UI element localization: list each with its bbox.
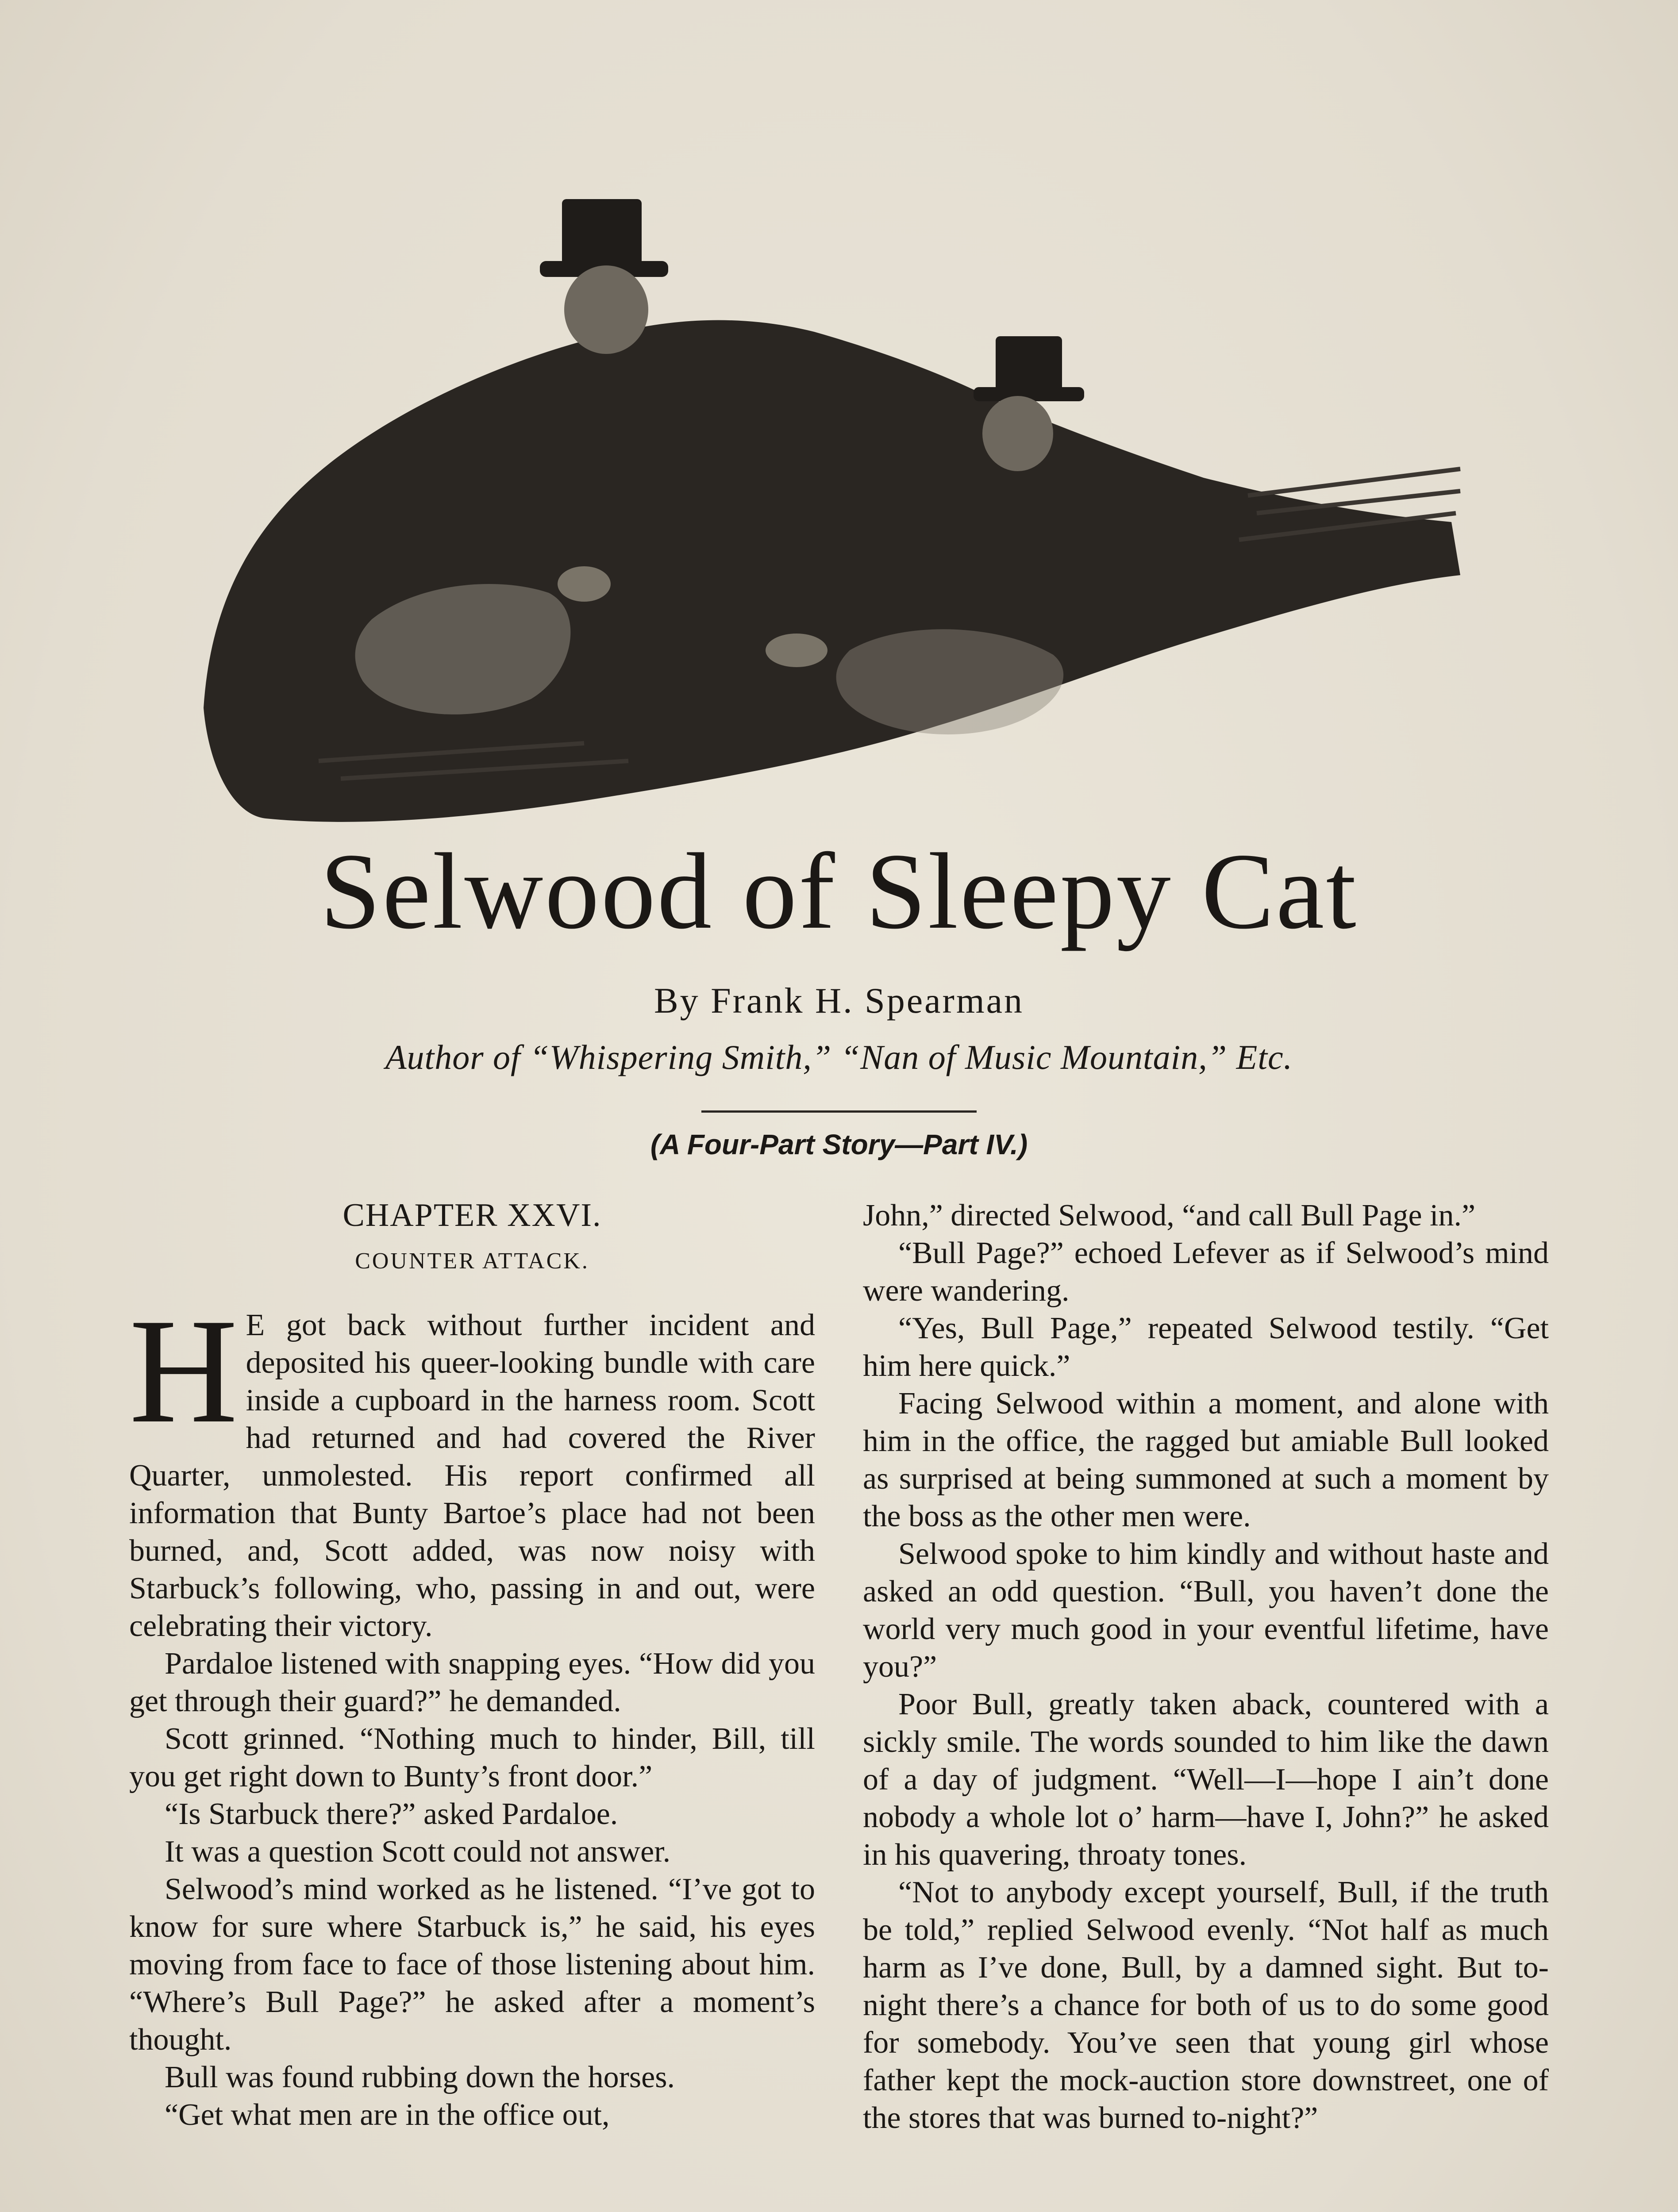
paragraph: Selwood’s mind worked as he listened. “I’ve got to know for sure where Starbuck is,” he said, his eyes moving from face to face of those listening about him. “Where’s Bull Page?” he asked after a moment’s thought. bbox=[129, 1872, 815, 2057]
right-column bbox=[863, 1197, 1549, 2137]
paragraph: Selwood spoke to him kindly and without haste and asked an odd question. “Bull, you haven’t done the world very much good in your eventful lifetime, have you?” bbox=[863, 1537, 1549, 1684]
story-title: Selwood of Sleepy Cat bbox=[320, 831, 1358, 952]
figure-right-hand bbox=[766, 634, 827, 667]
story-byline: By Frank H. Spearman bbox=[654, 980, 1024, 1021]
left-column bbox=[129, 1197, 815, 2134]
continuation-paragraph: John,” directed Selwood, “and call Bull Page in.” bbox=[863, 1198, 1476, 1233]
illustration-dark-mass bbox=[204, 320, 1460, 822]
divider-rule bbox=[701, 1110, 977, 1113]
paragraph: “Not to anybody except yourself, Bull, if the truth be told,” replied Selwood evenly. “Not half as much harm as I’ve done, Bull, by a damned sight. But to-night there’s a chance for both of us to do some good for somebody. You’ve seen that young girl whose father kept the mock-auction store downstreet, one of the stores that was burned to-night?” bbox=[863, 1875, 1549, 2135]
chapter-subtitle: COUNTER ATTACK. bbox=[355, 1248, 589, 1274]
paragraph: “Yes, Bull Page,” repeated Selwood testily. “Get him here quick.” bbox=[863, 1311, 1549, 1383]
story-illustration bbox=[186, 186, 1505, 858]
paragraph: It was a question Scott could not answer. bbox=[165, 1835, 671, 1869]
paragraph: Pardaloe listened with snapping eyes. “How did you get through their guard?” he demanded. bbox=[129, 1647, 815, 1718]
paragraph: “Bull Page?” echoed Lefever as if Selwood’s mind were wandering. bbox=[863, 1236, 1549, 1308]
chapter-heading: CHAPTER XXVI. bbox=[343, 1197, 602, 1233]
paragraph: Facing Selwood within a moment, and alone with him in the office, the ragged but amiable Bull looked as surprised at being summoned at such a moment by the boss as the other men were. bbox=[863, 1386, 1549, 1533]
figure-left-hand bbox=[558, 566, 611, 602]
drop-cap: H bbox=[129, 1287, 238, 1454]
paragraph: Bull was found rubbing down the horses. bbox=[165, 2060, 675, 2094]
top-hat-left-crown bbox=[562, 199, 642, 265]
paragraph: “Get what men are in the office out, bbox=[165, 2098, 610, 2132]
figure-left-face bbox=[564, 265, 648, 354]
top-hat-right-crown bbox=[996, 336, 1062, 394]
illustration-light-patch-2 bbox=[836, 629, 1064, 734]
paragraph: “Is Starbuck there?” asked Pardaloe. bbox=[165, 1797, 618, 1831]
part-note: (A Four-Part Story—Part IV.) bbox=[650, 1129, 1028, 1160]
author-credits: Author of “Whispering Smith,” “Nan of Music Mountain,” Etc. bbox=[385, 1038, 1293, 1076]
figure-right-face bbox=[982, 396, 1053, 471]
paragraph: Poor Bull, greatly taken aback, countered with a sickly smile. The words sounded to him like the dawn of a day of judgment. “Well—I—hope I ain’t done nobody a whole lot o’ harm—have I, John?” he asked in his quavering, throaty tones. bbox=[863, 1687, 1549, 1872]
paragraph: Scott grinned. “Nothing much to hinder, Bill, till you get right down to Bunty’s front door.” bbox=[129, 1722, 815, 1793]
first-paragraph bbox=[129, 1287, 815, 1645]
first-paragraph-text: E got back without further incident and deposited his queer-looking bundle with care inside a cupboard in the harness room. Scott had returned and had covered the River Quarter, unmolested. His report confirmed all information that Bunty Bartoe’s place had not been burned, and, Scott added, was now noisy with Starbuck’s following, who, passing in and out, were celebrating their victory. bbox=[129, 1308, 815, 1643]
